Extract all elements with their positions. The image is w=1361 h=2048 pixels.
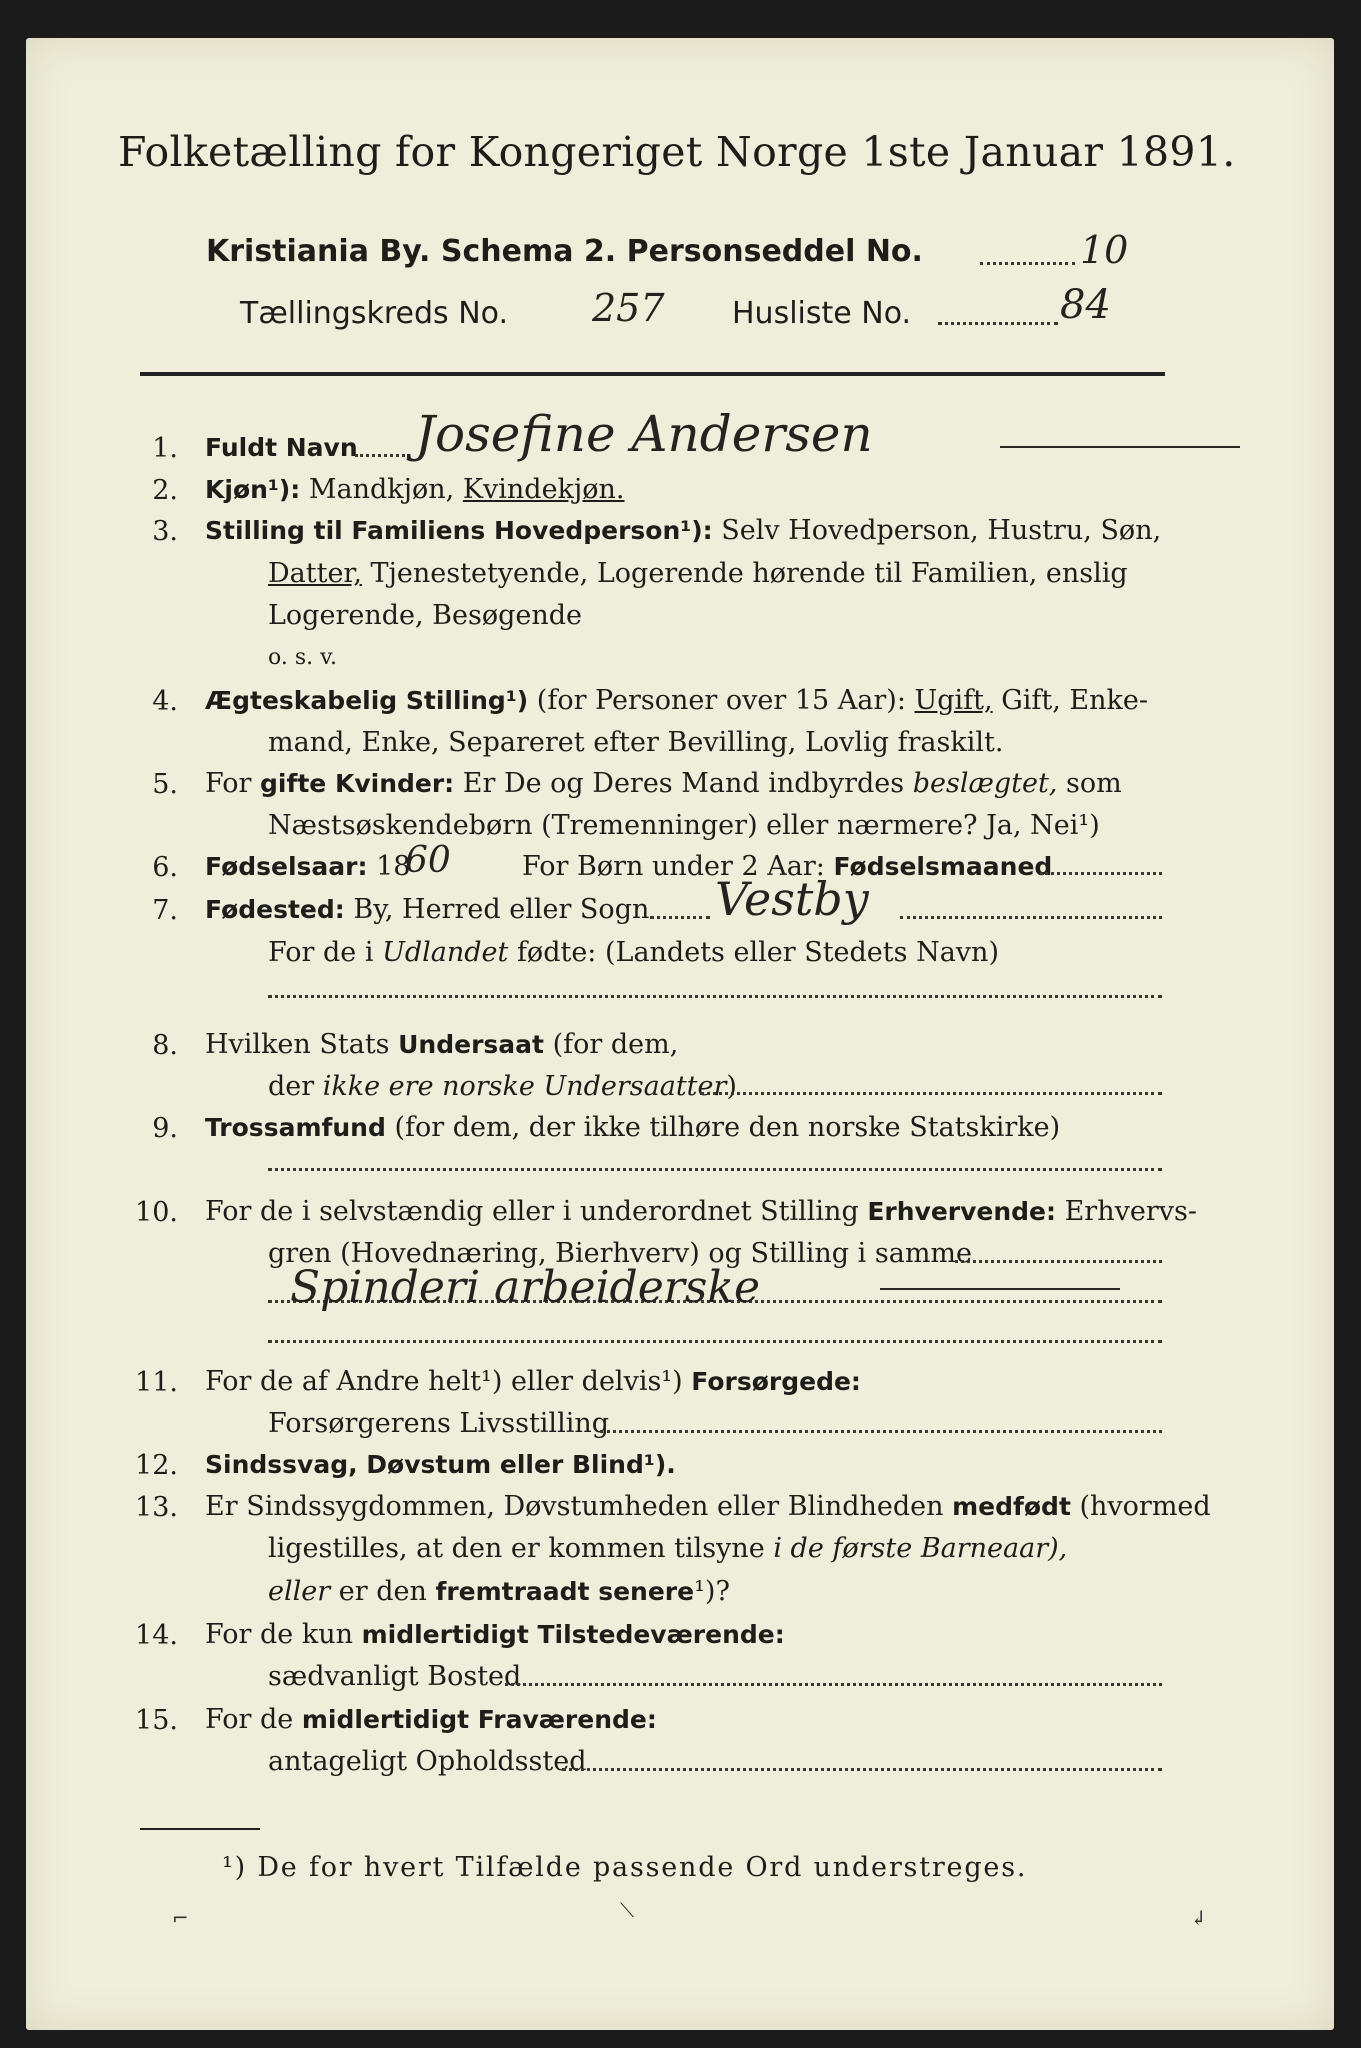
- item-number: 9.: [152, 1113, 178, 1144]
- q1-label: Fuldt Navn: [205, 433, 358, 462]
- q4-label: Ægteskabelig Stilling¹): [205, 686, 529, 715]
- item-5-line2: Næstsøskendebørn (Tremenninger) eller nærmere? Ja, Nei¹): [268, 810, 1100, 841]
- item-number: 15.: [135, 1705, 178, 1736]
- q5-text: Er De og Deres Mand indbyrdes: [454, 768, 913, 799]
- item-14-line2: sædvanligt Bosted: [268, 1661, 522, 1692]
- q13-line3-label: fremtraadt senere: [435, 1577, 695, 1606]
- item-number: 12.: [135, 1450, 178, 1481]
- kreds-line: [240, 296, 508, 331]
- dotted-line: [955, 1260, 1162, 1263]
- q13-text: Er Sindssygdommen, Døvstumheden eller Blindheden: [205, 1491, 953, 1522]
- q11-text: For de af Andre helt¹) eller delvis¹): [205, 1366, 692, 1397]
- q8-line2-pre: der: [268, 1071, 323, 1102]
- item-7-line2: [268, 937, 999, 968]
- q15-pre: For de: [205, 1704, 302, 1735]
- item-8-line2: der ikke ere norske Undersaatter): [268, 1071, 737, 1102]
- q8-pre: Hvilken Stats: [205, 1029, 399, 1060]
- item-number: 13.: [135, 1492, 178, 1523]
- q6-label2: Fødselsmaaned: [833, 852, 1053, 881]
- item-12-text: [205, 1449, 676, 1480]
- item-13-line3: [268, 1576, 730, 1607]
- q9-label: Trossamfund: [205, 1113, 386, 1142]
- item-number: 10.: [135, 1197, 178, 1228]
- q7-text: By, Herred eller Sogn: [344, 894, 650, 925]
- q7-line2-italic: Udlandet: [382, 937, 509, 968]
- q5-text2: som: [1057, 768, 1122, 799]
- item-number: 3.: [152, 516, 178, 547]
- q13-line3-italic: eller: [268, 1576, 331, 1607]
- handwritten-stroke: [880, 1288, 1120, 1290]
- item-number: 6.: [152, 852, 178, 883]
- item-3-line3: Logerende, Besøgende: [268, 600, 582, 631]
- q6-text: For Børn under 2 Aar:: [522, 851, 834, 882]
- dotted-line: [268, 995, 1162, 998]
- item-4-line2: mand, Enke, Separeret efter Bevilling, Lovlig fraskilt.: [268, 727, 1004, 758]
- birthplace-value: Vestby: [715, 872, 869, 926]
- form-title: Folketælling for Kongeriget Norge 1ste Januar 1891.: [118, 128, 1236, 176]
- q2-label: Kjøn¹):: [205, 475, 301, 504]
- schema-text: Kristiania By. Schema 2. Personseddel No.: [206, 234, 923, 269]
- q3-text: Selv Hovedperson, Hustru, Søn,: [712, 515, 1162, 546]
- q5-italic: beslægtet,: [912, 768, 1058, 799]
- q8-label: Undersaat: [398, 1030, 544, 1059]
- q8-text: (for dem,: [543, 1029, 679, 1060]
- husliste-label: Husliste No.: [732, 296, 912, 331]
- q2-text: Mandkjøn,: [300, 474, 463, 505]
- q3-label: Stilling til Familiens Hovedperson¹):: [205, 516, 713, 545]
- item-5-text: [205, 768, 1122, 799]
- item-10-line2: gren (Hovednæring, Bierhverv) og Stilling i samme: [268, 1238, 973, 1269]
- item-8-text: [205, 1029, 678, 1060]
- q10-label: Erhvervende:: [867, 1197, 1057, 1226]
- q10-text: For de i selvstændig eller i underordnet Stilling: [205, 1196, 868, 1227]
- q9-text: (for dem, der ikke tilhøre den norske Statskirke): [385, 1112, 1061, 1143]
- item-13-line2: [268, 1533, 1067, 1564]
- item-15-line2: antageligt Opholdssted: [268, 1746, 587, 1777]
- husliste-number: 84: [1060, 282, 1111, 328]
- q7-line2-post: fødte: (Landets eller Stedets Navn): [508, 937, 999, 968]
- dotted-line: [1040, 872, 1162, 875]
- item-4-text: [205, 685, 1148, 716]
- q3-line2: Tjenestetyende, Logerende hørende til Familien, enslig: [361, 558, 1128, 589]
- item-6-text: [205, 851, 410, 882]
- item-13-text: [205, 1491, 1211, 1522]
- item-3-text: [205, 515, 1161, 546]
- kreds-label: Tællingskreds No.: [240, 296, 508, 331]
- q15-label: midlertidigt Fraværende:: [301, 1705, 657, 1734]
- q10-text2: Erhvervs-: [1056, 1196, 1197, 1227]
- q6-label: Fødselsaar:: [205, 852, 368, 881]
- schema-line: [206, 234, 923, 269]
- footnote: ¹) De for hvert Tilfælde passende Ord understreges.: [222, 1852, 1028, 1883]
- item-2-text: [205, 474, 625, 505]
- dotted-line: [600, 1430, 1162, 1433]
- item-number: 8.: [152, 1030, 178, 1061]
- q13-label: medfødt: [952, 1492, 1071, 1521]
- q13-text2: (hvormed: [1070, 1491, 1211, 1522]
- item-1-text: [205, 432, 358, 463]
- birth-year-value: 60: [405, 840, 451, 881]
- margin-mark: ⌐: [172, 1906, 189, 1930]
- q4-text2: Gift, Enke-: [992, 685, 1148, 716]
- q5-pre: For: [205, 768, 261, 799]
- q4-text: (for Personer over 15 Aar):: [528, 685, 915, 716]
- dotted-line: [505, 1683, 1162, 1686]
- q13-line3-post: ¹)?: [694, 1576, 730, 1607]
- dotted-line: [938, 322, 1058, 325]
- item-15-text: [205, 1704, 657, 1735]
- item-number: 14.: [135, 1620, 178, 1651]
- item-3-line2: [268, 558, 1128, 589]
- q7-label: Fødested:: [205, 895, 345, 924]
- item-number: 5.: [152, 769, 178, 800]
- dotted-line: [268, 1340, 1162, 1343]
- item-11-line2: Forsørgerens Livsstilling: [268, 1408, 610, 1439]
- item-10-text: [205, 1196, 1197, 1227]
- q3-underlined: Datter,: [268, 558, 362, 589]
- margin-mark: ⟍: [620, 1898, 634, 1922]
- item-number: 1.: [152, 433, 178, 464]
- dotted-line: [562, 1768, 1162, 1771]
- item-14-text: [205, 1619, 785, 1650]
- item-number: 11.: [135, 1367, 178, 1398]
- item-3-line4: o. s. v.: [268, 645, 337, 670]
- q4-underlined: Ugift,: [914, 685, 993, 716]
- q11-label: Forsørgede:: [691, 1367, 861, 1396]
- dotted-line: [980, 262, 1075, 265]
- full-name-value: Josefine Andersen: [415, 405, 873, 463]
- dotted-line: [700, 1092, 1162, 1095]
- header-rule: [140, 372, 1165, 376]
- q7-line2-pre: For de i: [268, 937, 383, 968]
- q13-line3-mid: er den: [330, 1576, 436, 1607]
- item-number: 7.: [152, 895, 178, 926]
- handwritten-stroke: [1000, 446, 1240, 448]
- q13-line2-italic: i de første Barneaar),: [773, 1533, 1068, 1564]
- q6-prefix: 18: [367, 851, 411, 882]
- dotted-line: [900, 916, 1162, 919]
- occupation-value: Spinderi arbeiderske: [290, 1262, 761, 1313]
- dotted-line: [268, 1168, 1162, 1171]
- item-9-text: [205, 1112, 1060, 1143]
- dotted-line: [355, 454, 410, 457]
- q13-line2-pre: ligestilles, at den er kommen tilsyne: [268, 1533, 774, 1564]
- q5-label: gifte Kvinder:: [260, 769, 455, 798]
- item-11-text: [205, 1366, 861, 1397]
- q14-pre: For de kun: [205, 1619, 362, 1650]
- kreds-number: 257: [592, 286, 665, 330]
- item-number: 4.: [152, 686, 178, 717]
- q12-label: Sindssvag, Døvstum eller Blind¹).: [205, 1450, 676, 1479]
- personseddel-number: 10: [1080, 228, 1129, 272]
- q14-label: midlertidigt Tilstedeværende:: [361, 1620, 785, 1649]
- margin-mark: ↲: [1190, 1906, 1207, 1930]
- item-number: 2.: [152, 475, 178, 506]
- q8-line2-italic: ikke ere norske Undersaatter: [322, 1071, 727, 1102]
- dotted-line: [650, 916, 710, 919]
- footnote-rule: [140, 1828, 260, 1830]
- q2-underlined: Kvindekjøn.: [462, 474, 625, 505]
- item-7-text: [205, 894, 649, 925]
